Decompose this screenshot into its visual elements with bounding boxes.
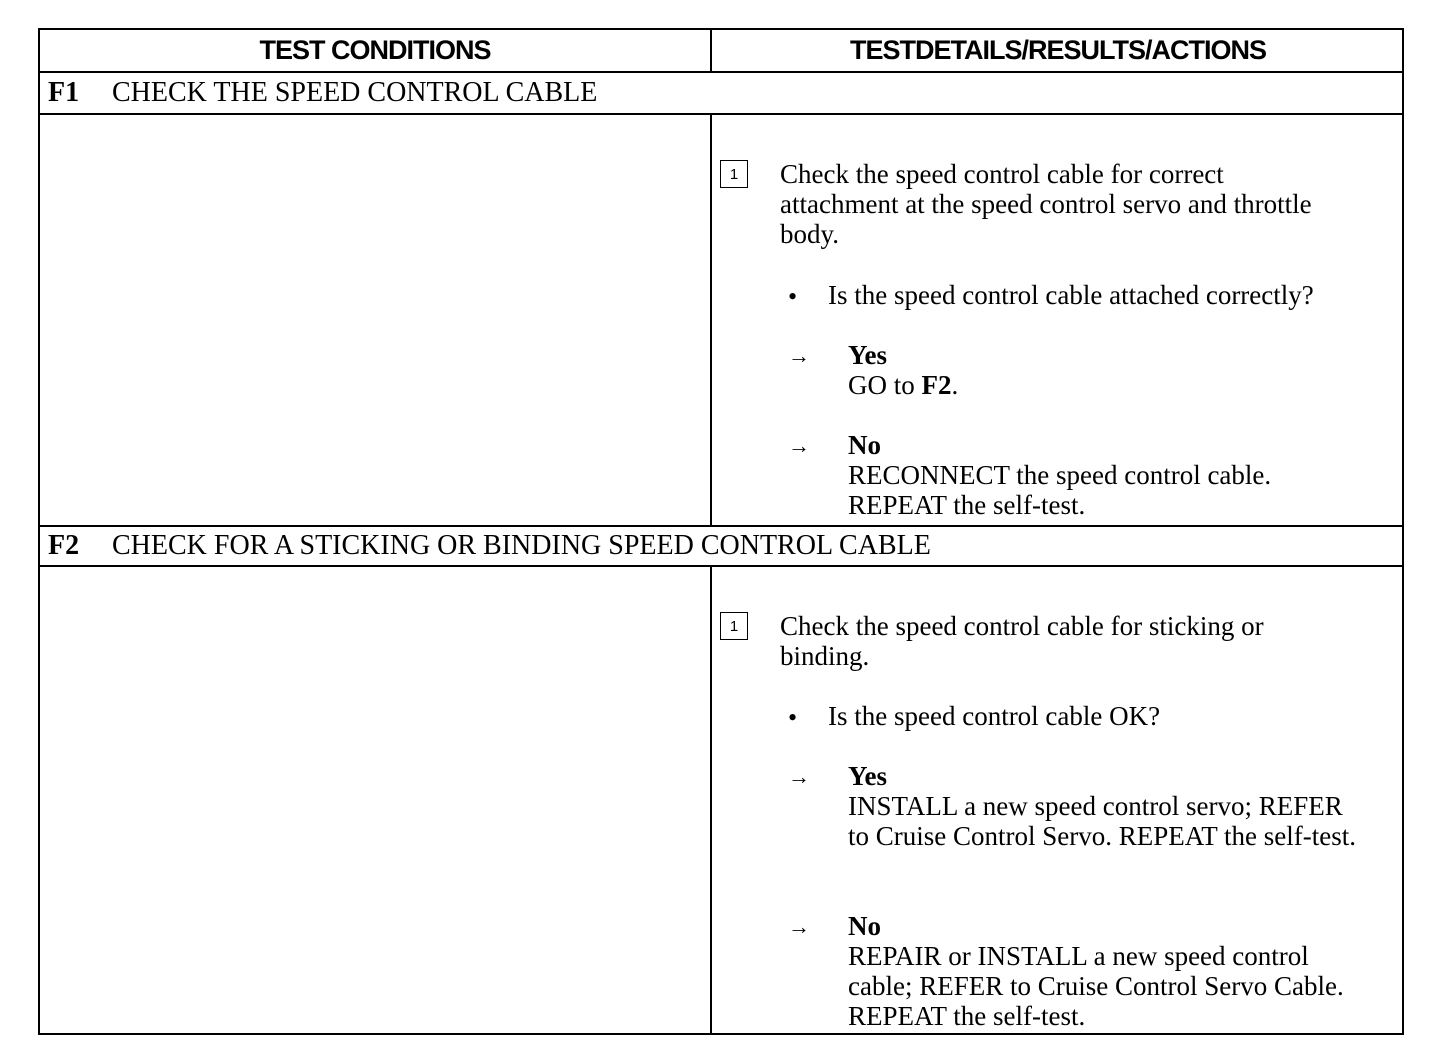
column-divider-f1: [710, 115, 712, 525]
step-f1-item-number: 1: [720, 160, 748, 188]
arrow-right-icon: →: [788, 433, 810, 458]
header-test-details: TESTDETAILS/RESULTS/ACTIONS: [712, 30, 1404, 73]
step-f2-item-number: 1: [720, 612, 748, 640]
step-f1-id: F1: [48, 77, 80, 108]
header-test-conditions: TEST CONDITIONS: [40, 30, 712, 73]
step-f1-question: Is the speed control cable attached correctly?: [828, 280, 1314, 310]
no-label: No: [848, 430, 881, 460]
step-f1-instruction: [780, 159, 1440, 249]
step-f2-no-branch: [848, 911, 1344, 1031]
instruction-line: body.: [780, 219, 839, 249]
yes-action-ref: F2: [921, 370, 952, 400]
yes-action-prefix: GO to: [848, 370, 922, 400]
arrow-right-icon: →: [788, 914, 810, 939]
instruction-line: attachment at the speed control servo and throttle: [780, 189, 1312, 219]
no-action-line: RECONNECT the speed control cable.: [848, 460, 1272, 490]
instruction-line: Check the speed control cable for correct: [780, 159, 1224, 189]
yes-action-line: INSTALL a new speed control servo; REFER: [848, 791, 1343, 821]
arrow-right-icon: →: [788, 764, 810, 789]
step-f2-yes-branch: [848, 761, 1356, 851]
instruction-line: binding.: [780, 641, 870, 671]
diagnostic-table: [38, 28, 1404, 1035]
step-f2-question: Is the speed control cable OK?: [828, 701, 1161, 731]
yes-action-line: to Cruise Control Servo. REPEAT the self-test.: [848, 821, 1356, 851]
yes-label: Yes: [848, 340, 887, 370]
yes-action: [848, 370, 958, 400]
step-f1-no-branch: [848, 430, 1271, 520]
step-f2-title: CHECK FOR A STICKING OR BINDING SPEED CONTROL CABLE: [112, 530, 931, 561]
yes-label: Yes: [848, 761, 887, 791]
arrow-right-icon: →: [788, 343, 810, 368]
instruction-line: Check the speed control cable for sticking or: [780, 611, 1264, 641]
yes-action-suffix: .: [951, 370, 959, 400]
step-f1-yes-branch: [848, 340, 958, 400]
step-f1-title: CHECK THE SPEED CONTROL CABLE: [112, 77, 598, 108]
step-f2-title-row: [40, 525, 1402, 567]
no-action-line: REPEAT the self-test.: [848, 490, 1086, 520]
no-action-line: REPEAT the self-test.: [848, 1001, 1086, 1031]
bullet-icon: •: [788, 282, 798, 311]
no-label: No: [848, 911, 881, 941]
no-action-line: REPAIR or INSTALL a new speed control: [848, 941, 1309, 971]
no-action-line: cable; REFER to Cruise Control Servo Cable.: [848, 971, 1344, 1001]
step-f2-instruction: [780, 611, 1440, 671]
step-f1-title-row: [40, 73, 1402, 115]
step-f2-id: F2: [48, 530, 80, 561]
column-divider-f2: [710, 567, 712, 1035]
bullet-icon: •: [788, 703, 798, 732]
